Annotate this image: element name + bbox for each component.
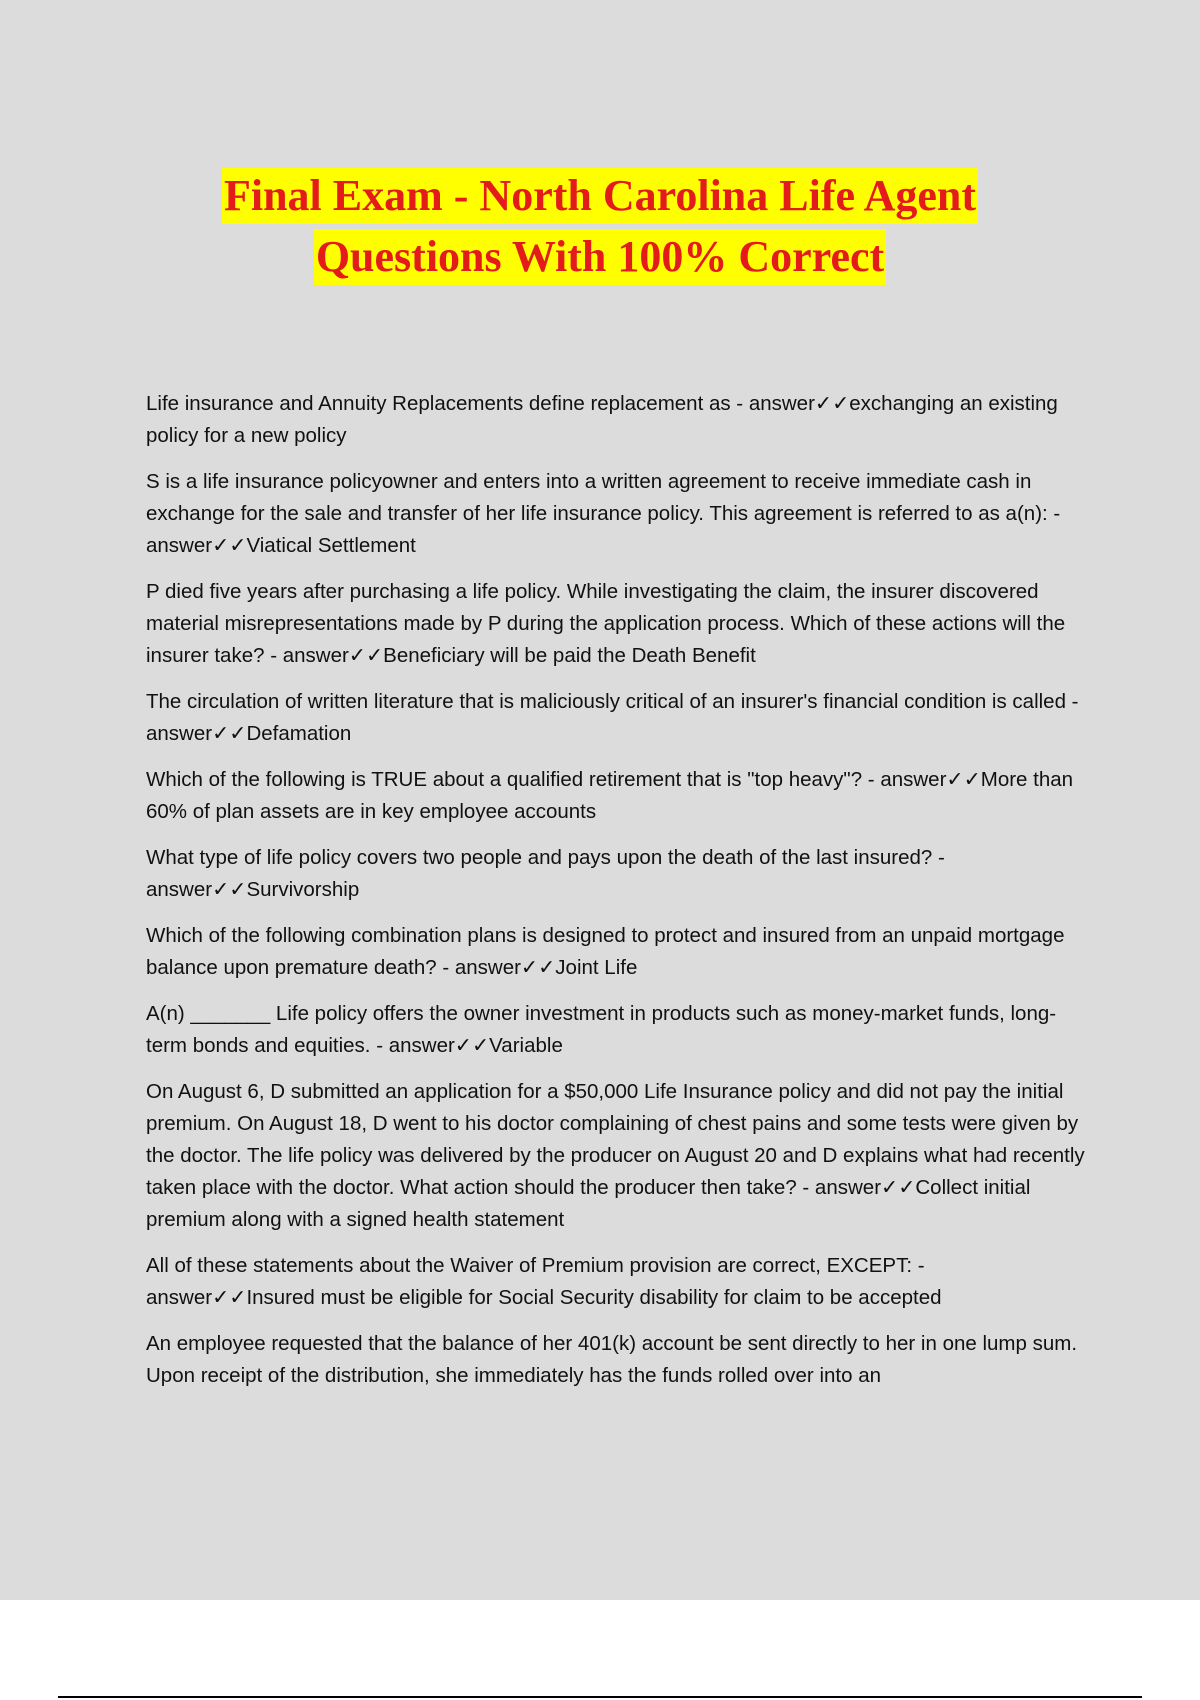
qa-item: What type of life policy covers two people and pays upon the death of the last insured? - answer✓✓Survivorship: [146, 846, 945, 901]
document-title: [0, 168, 1200, 290]
qa-item: Which of the following is TRUE about a qualified retirement that is "top heavy"? - answer✓✓More than 60% of plan assets are in key employee accounts: [146, 768, 1074, 823]
qa-item: Which of the following combination plans is designed to protect and insured from an unpaid mortgage balance upon premature death? - answer✓✓Joint Life: [146, 924, 1065, 979]
qa-item: An employee requested that the balance of her 401(k) account be sent directly to her in one lump sum. Upon receipt of the distribution, she immediately has the funds rolled over into an: [146, 1332, 1078, 1387]
title-line-1: Final Exam - North Carolina Life Agent: [222, 168, 978, 224]
page-divider: [58, 1696, 1142, 1698]
qa-item: Life insurance and Annuity Replacements define replacement as - answer✓✓exchanging an existing policy for a new policy: [146, 392, 1058, 447]
qa-item: S is a life insurance policyowner and enters into a written agreement to receive immediate cash in exchange for the sale and transfer of her life insurance policy. This agreement is referred to as a(n): - answer✓✓Viatical Settlement: [146, 470, 1061, 557]
qa-item: The circulation of written literature that is maliciously critical of an insurer's financial condition is called - answer✓✓Defamation: [146, 690, 1079, 745]
title-line-2: Questions With 100% Correct: [314, 229, 886, 285]
qa-item: P died five years after purchasing a life policy. While investigating the claim, the insurer discovered material misrepresentations made by P during the application process. Which of these actions will the insurer take? - answer✓✓Beneficiary will be paid the Death Benefit: [146, 580, 1066, 667]
qa-item: All of these statements about the Waiver of Premium provision are correct, EXCEPT: - answer✓✓Insured must be eligible for Social Security disability for claim to be accepted: [146, 1254, 942, 1309]
qa-item: A(n) _______ Life policy offers the owner investment in products such as money-market funds, long-term bonds and equities. - answer✓✓Variable: [146, 1002, 1057, 1057]
question-list: [146, 388, 1096, 1406]
qa-item: On August 6, D submitted an application for a $50,000 Life Insurance policy and did not pay the initial premium. On August 18, D went to his doctor complaining of chest pains and some tests were given by the doctor. The life policy was delivered by the producer on August 20 and D explains what had recently taken place with the doctor. What action should the producer then take? - answer✓✓Collect initial premium along with a signed health statement: [146, 1080, 1085, 1231]
